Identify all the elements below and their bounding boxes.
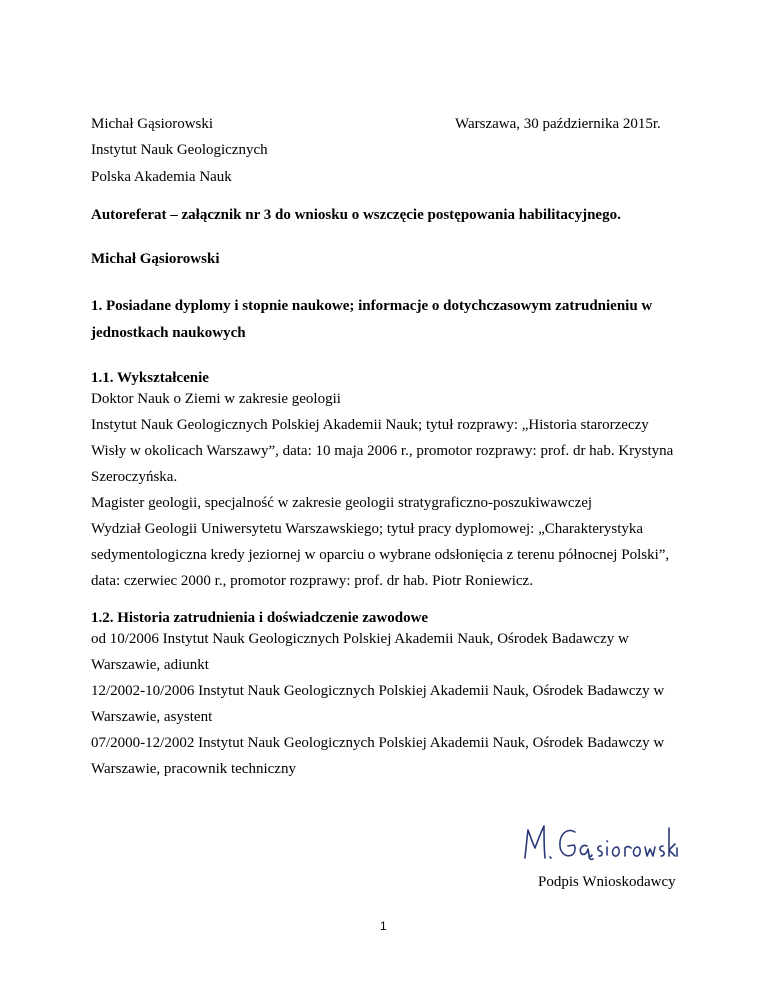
education-line: Wydział Geologii Uniwersytetu Warszawskiego; tytuł pracy dyplomowej: „Charakterystyka	[91, 521, 644, 537]
education-line: data: czerwiec 2000 r., promotor rozprawy: prof. dr hab. Piotr Roniewicz.	[91, 573, 533, 589]
section1-2-heading: 1.2. Historia zatrudnienia i doświadczenie zawodowe	[91, 610, 429, 626]
place-date: Warszawa, 30 października 2015r.	[455, 116, 661, 132]
education-line: Wisły w okolicach Warszawy”, data: 10 maja 2006 r., promotor rozprawy: prof. dr hab. Krystyna	[91, 443, 674, 459]
section1-heading-line2: jednostkach naukowych	[91, 325, 246, 341]
education-line: sedymentologiczna kredy jeziornej w oparciu o wybrane odsłonięcia z terenu północnej Polski”,	[91, 547, 670, 563]
employment-line: 07/2000-12/2002 Instytut Nauk Geologicznych Polskiej Akademii Nauk, Ośrodek Badawczy w	[91, 735, 665, 751]
institute-name: Instytut Nauk Geologicznych	[91, 142, 268, 158]
education-line: Magister geologii, specjalność w zakresie geologii stratygraficzno-poszukiwawczej	[91, 495, 593, 511]
employment-line: Warszawie, asystent	[91, 709, 213, 725]
education-line: Instytut Nauk Geologicznych Polskiej Akademii Nauk; tytuł rozprawy: „Historia starorzeczy	[91, 417, 649, 433]
employment-line: od 10/2006 Instytut Nauk Geologicznych Polskiej Akademii Nauk, Ośrodek Badawczy w	[91, 631, 629, 647]
section1-heading-line1: 1. Posiadane dyplomy i stopnie naukowe; informacje o dotychczasowym zatrudnieniu w	[91, 298, 653, 314]
document-title: Autoreferat – załącznik nr 3 do wniosku o wszczęcie postępowania habilitacyjnego.	[91, 207, 621, 223]
employment-line: Warszawie, adiunkt	[91, 657, 209, 673]
section1-1-heading: 1.1. Wykształcenie	[91, 370, 209, 386]
academy-name: Polska Akademia Nauk	[91, 169, 232, 185]
applicant-name: Michał Gąsiorowski	[91, 251, 220, 267]
page-number: 1	[380, 919, 387, 933]
education-line: Doktor Nauk o Ziemi w zakresie geologii	[91, 391, 341, 407]
employment-line: Warszawie, pracownik techniczny	[91, 761, 296, 777]
handwritten-signature	[511, 814, 679, 870]
education-line: Szeroczyńska.	[91, 469, 178, 485]
signature-caption: Podpis Wnioskodawcy	[538, 874, 676, 890]
author-name: Michał Gąsiorowski	[91, 116, 214, 132]
employment-line: 12/2002-10/2006 Instytut Nauk Geologicznych Polskiej Akademii Nauk, Ośrodek Badawczy w	[91, 683, 665, 699]
